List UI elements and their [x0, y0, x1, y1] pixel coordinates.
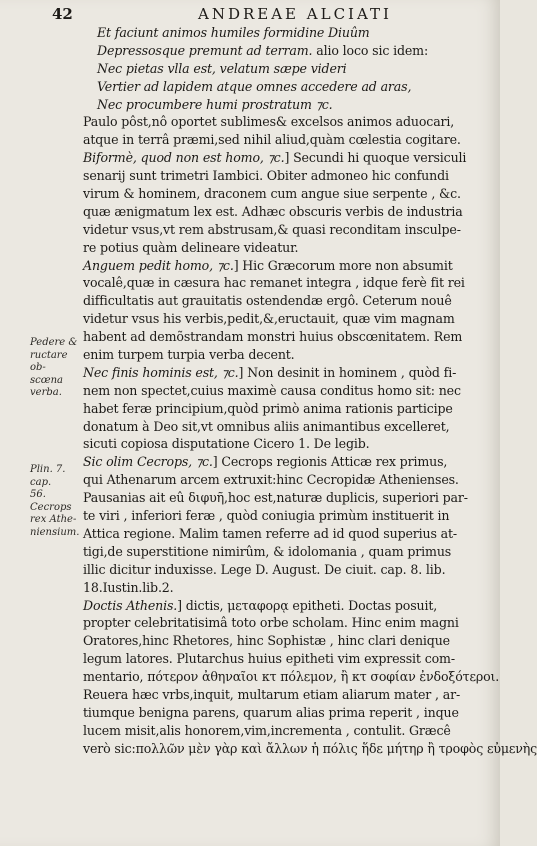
- commentary-line: [83, 167, 485, 185]
- commentary-line: [83, 418, 485, 436]
- verse-line: [83, 24, 485, 42]
- line-text: Paulo pôst,nô oportet sublimes& excelsos animos aduocari,: [83, 114, 455, 130]
- commentary-line: [83, 310, 485, 328]
- line-text: te viri , inferiori feræ , quòd coniugia primùm instituerit in: [83, 508, 450, 524]
- commentary-line: [83, 292, 485, 310]
- line-text: 18.Iustin.lib.2.: [83, 579, 174, 595]
- commentary-line: [83, 203, 485, 221]
- commentary-line: [83, 346, 485, 364]
- line-text: Pausanias ait eû διφυῆ,hoc est,naturæ duplicis, superiori par-: [83, 490, 468, 506]
- line-text: Reuera hæc vrbs,inquit, multarum etiam aliarum mater , ar-: [83, 686, 461, 702]
- verse-line: [83, 96, 485, 114]
- margin-note-line: scœna verba.: [30, 374, 64, 398]
- line-text: nem non spectet,cuius maximè causa conditus homo sit: nec: [83, 382, 461, 398]
- commentary-line: [83, 113, 485, 131]
- line-text: videtur vsus his verbis,pedit,&,eructauit, quæ vim magnam: [83, 311, 455, 327]
- margin-note-line: Pedere &: [30, 337, 78, 348]
- margin-note-line: Plin. 7. cap.: [30, 464, 66, 488]
- line-text: virum & hominem, draconem cum angue siue serpente , &c.: [83, 186, 461, 202]
- margin-note-pedere: [30, 337, 80, 400]
- commentary-line: [83, 740, 537, 758]
- line-text: enim turpem turpia verba decent.: [83, 347, 295, 363]
- commentary-line: [83, 328, 485, 346]
- commentary-line: [83, 400, 485, 418]
- line-text: qui Athenarum arcem extruxit:hinc Cecropidæ Athenienses.: [83, 472, 459, 488]
- line-text: lucem misit,alis honorem,vim,incrementa , contulit. Græcê: [83, 722, 451, 738]
- lemma: Nec finis hominis est, ⁊c.: [83, 364, 239, 380]
- line-text: illic dicitur induxisse. Lege D. August. De ciuit. cap. 8. lib.: [83, 561, 446, 577]
- commentary-line: [83, 561, 485, 579]
- commentary-line: [83, 597, 485, 615]
- lemma: Sic olim Cecrops, ⁊c.: [83, 454, 213, 470]
- commentary-line: [83, 453, 485, 471]
- verse-text: Depressosque premunt ad terram.: [97, 42, 313, 58]
- commentary-line: [83, 686, 485, 704]
- line-text: quæ ænigmatum lex est. Adhæc obscuris verbis de industria: [83, 203, 463, 219]
- verse-text: Nec pietas vlla est, velatum sæpe videri: [97, 60, 347, 76]
- verse-text: Vertier ad lapidem atque omnes accedere ad aras,: [97, 78, 412, 94]
- commentary-line: [83, 435, 485, 453]
- line-text: videtur vsus,vt rem abstrusam,& quasi reconditam insculpe-: [83, 221, 461, 237]
- line-text: ] dictis, μεταφορᾳ epitheti. Doctas posuit,: [177, 597, 438, 613]
- line-text: senarij sunt trimetri Iambici. Obiter admoneo hic confundi: [83, 168, 449, 184]
- verse-line: [83, 60, 485, 78]
- commentary-line: [83, 239, 485, 257]
- commentary-line: [83, 668, 500, 686]
- commentary-line: [83, 543, 485, 561]
- line-text: sicuti copiosa disputatione Cicero 1. De legib.: [83, 436, 370, 452]
- line-text: tigi,de superstitione nimirûm, & idolomania , quam primus: [83, 543, 452, 559]
- verse-line: [83, 42, 485, 60]
- verse-text: Et faciunt animos humiles formidine Diuûm: [97, 25, 370, 40]
- commentary-line: [83, 257, 485, 275]
- line-text: ] Secundi hi quoque versiculi: [284, 150, 467, 166]
- commentary-line: [83, 650, 485, 668]
- verse-text: Nec procumbere humi prostratum ⁊c.: [97, 96, 333, 112]
- commentary-line: [83, 614, 485, 632]
- margin-note-line: rex Athe-: [30, 514, 77, 525]
- verse-line: [83, 78, 485, 96]
- lemma: Biformè, quod non est homo, ⁊c.: [83, 150, 285, 166]
- line-text: ] Cecrops regionis Atticæ rex primus,: [212, 454, 448, 470]
- commentary-line: [83, 221, 485, 239]
- verse-note: alio loco sic idem:: [316, 42, 429, 58]
- commentary-line: [83, 364, 485, 382]
- margin-note-line: niensium.: [30, 526, 80, 538]
- commentary-line: [83, 471, 485, 489]
- margin-note-line: Cecrops: [30, 501, 72, 513]
- commentary-line: [83, 579, 485, 597]
- line-text: habent ad demõstrandam monstri huius obscœnitatem. Rem: [83, 329, 463, 345]
- margin-note-line: 56.: [30, 489, 46, 500]
- text-body: [83, 24, 537, 758]
- line-text: atque in terrâ præmi,sed nihil aliud,quàm cœlestia cogitare.: [83, 132, 461, 148]
- line-text: mentario, πότερον ἀθηναῖοι κτ πόλεμον, ἢ κτ σοφίαν ἐνδοξότεροι.: [83, 669, 500, 685]
- commentary-line: [83, 274, 485, 292]
- line-text: tiumque benigna parens, quarum alias prima reperit , inque: [83, 704, 459, 720]
- line-text: propter celebritatisimâ toto orbe scholam. Hinc enim magni: [83, 615, 459, 631]
- commentary-line: [83, 489, 485, 507]
- line-text: Attica regione. Malim tamen referre ad id quod superius at-: [83, 525, 458, 541]
- line-text: habet feræ principium,quòd primò anima rationis participe: [83, 400, 453, 416]
- line-text: legum latores. Plutarchus huius epitheti vim expressit com-: [83, 651, 455, 667]
- line-text: ] Non desinit in hominem , quòd fi-: [238, 364, 457, 380]
- page-header: [0, 2, 500, 26]
- line-text: verò sic:πολλῶν μὲν γὰρ καὶ ἄλλων ἡ πόλις ἥδε μήτηρ ἢ τροφὸς εὐμενὴς: [83, 740, 537, 756]
- commentary-line: [83, 632, 485, 650]
- lemma: Doctis Athenis.: [83, 597, 178, 613]
- commentary-line: [83, 507, 485, 525]
- commentary-line: [83, 525, 485, 543]
- line-text: re potius quàm delineare videatur.: [83, 239, 299, 255]
- margin-note-plinius: [30, 464, 80, 539]
- commentary-line: [83, 722, 485, 740]
- page-number: 42: [52, 5, 73, 23]
- commentary-line: [83, 185, 485, 203]
- lemma: Anguem pedit homo, ⁊c.: [83, 257, 234, 273]
- verse-quotation: [83, 24, 485, 113]
- commentary-line: [83, 149, 485, 167]
- margin-note-line: ructare ob-: [30, 349, 68, 373]
- commentary-line: [83, 704, 485, 722]
- line-text: ] Hic Græcorum more non absumit: [233, 257, 453, 273]
- line-text: difficultatis aut grauitatis ostendendæ ergô. Ceterum nouê: [83, 293, 452, 309]
- running-head: ANDREAE ALCIATI: [198, 5, 392, 23]
- line-text: donatum à Deo sit,vt omnibus aliis animantibus excelleret,: [83, 418, 450, 434]
- commentary-text: [83, 113, 537, 757]
- line-text: vocalê,quæ in cæsura hac remanet integra , idque ferè fit rei: [83, 275, 465, 291]
- commentary-line: [83, 131, 485, 149]
- commentary-line: [83, 382, 485, 400]
- line-text: Oratores,hinc Rhetores, hinc Sophistæ , hinc clari denique: [83, 633, 450, 649]
